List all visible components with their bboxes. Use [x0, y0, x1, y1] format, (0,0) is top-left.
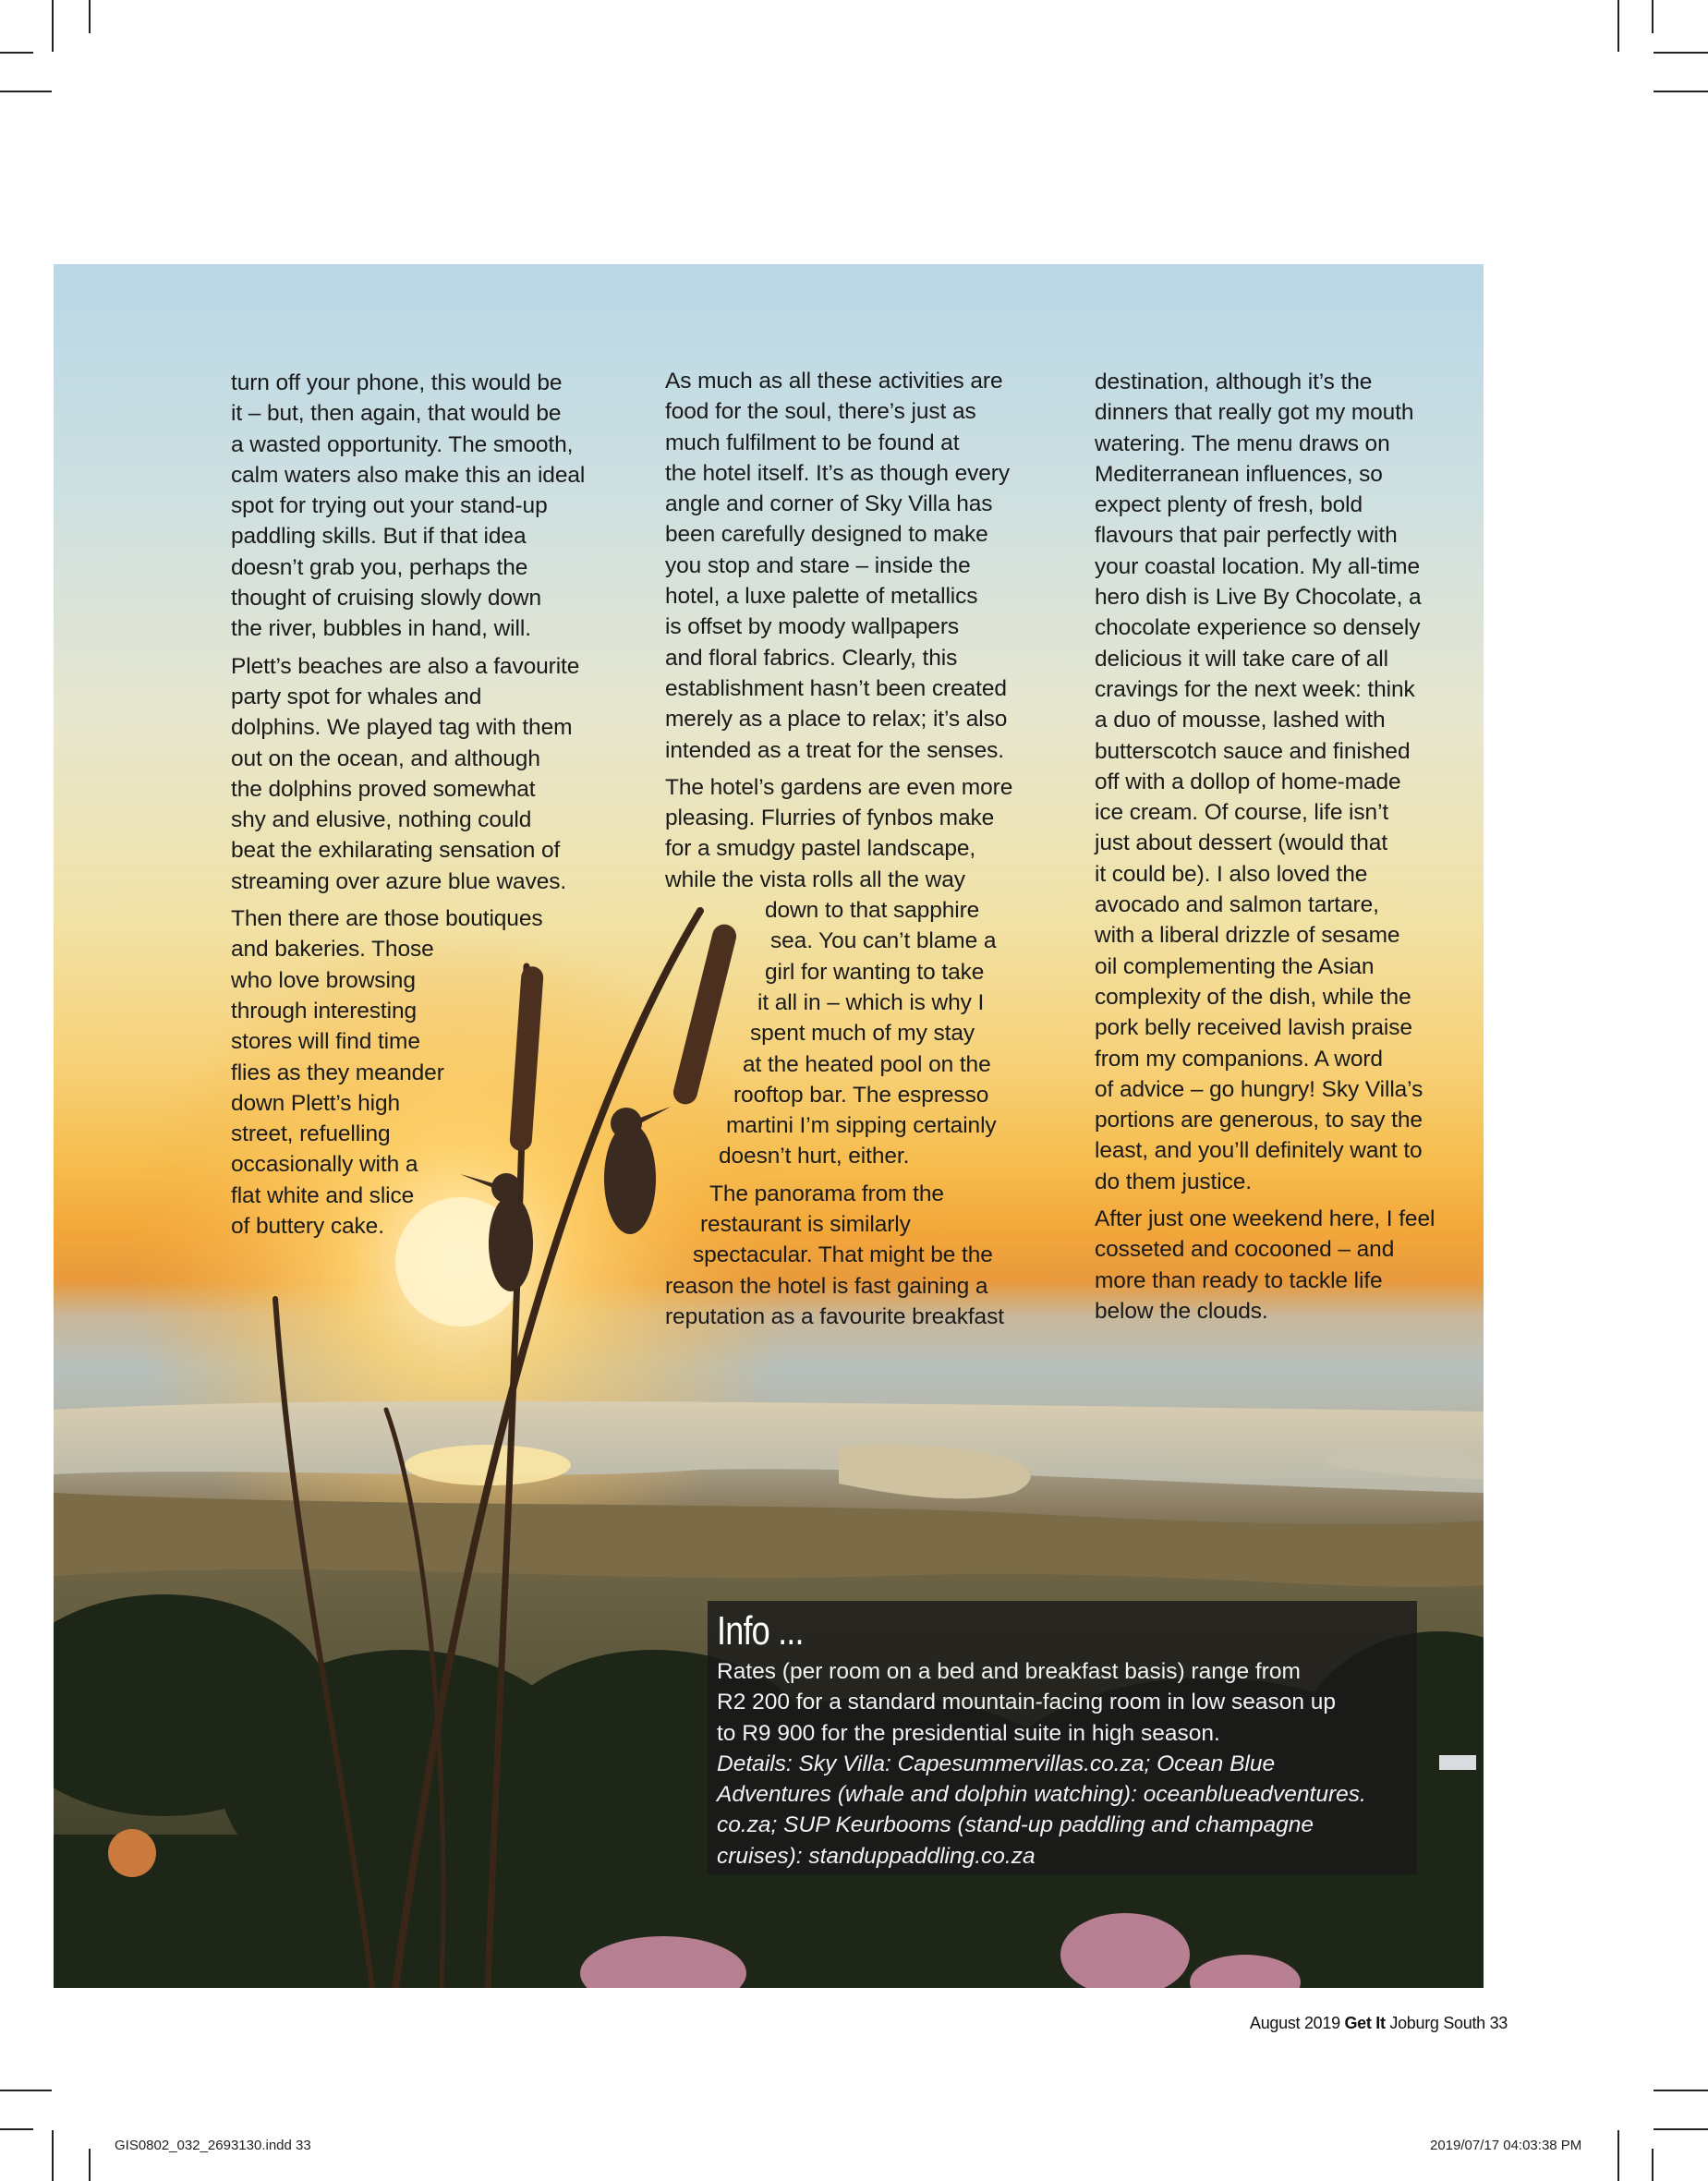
text-line: spot for trying out your stand-up [231, 493, 548, 519]
text-line: least, and you’ll definitely want to [1095, 1138, 1423, 1164]
crop-mark [1652, 2149, 1653, 2181]
text-line: Details: Sky Villa: Capesummervillas.co.za; Ocean Blue [717, 1751, 1276, 1776]
text-line: flies as they meander [231, 1060, 444, 1085]
paragraph [665, 366, 1012, 766]
text-line: below the clouds. [1095, 1298, 1268, 1324]
crop-mark [0, 2128, 33, 2130]
text-line: rooftop bar. The espresso [733, 1082, 989, 1108]
text-line: After just one weekend here, I feel [1095, 1206, 1435, 1232]
text-line: pleasing. Flurries of fynbos make [665, 806, 995, 831]
text-line: turn off your phone, this would be [231, 370, 563, 395]
text-line: while the vista rolls all the way [665, 866, 965, 892]
text-line: doesn’t grab you, perhaps the [231, 554, 528, 580]
crop-mark [1652, 0, 1653, 33]
crop-mark [52, 2130, 54, 2181]
text-line: dinners that really got my mouth [1095, 400, 1414, 426]
text-line: The hotel’s gardens are even more [665, 774, 1013, 800]
text-line: from my companions. A word [1095, 1046, 1383, 1072]
text-line: reputation as a favourite breakfast [665, 1303, 1004, 1329]
text-line: and floral fabrics. Clearly, this [665, 645, 958, 671]
text-line: chocolate experience so densely [1095, 615, 1421, 641]
text-line: of buttery cake. [231, 1214, 384, 1240]
info-box [708, 1601, 1417, 1874]
text-line: just about dessert (would that [1095, 830, 1388, 856]
crop-mark [0, 91, 52, 92]
text-line: The panorama from the [709, 1181, 944, 1206]
paragraph [231, 368, 585, 645]
text-line: much fulfilment to be found at [665, 430, 960, 455]
text-line: stores will find time [231, 1029, 420, 1055]
text-line: cruises): standuppaddling.co.za [717, 1843, 1036, 1869]
text-line: flavours that pair perfectly with [1095, 523, 1398, 549]
text-line: out on the ocean, and although [231, 745, 540, 771]
text-line: it all in – which is why I [757, 989, 985, 1015]
text-line: the river, bubbles in hand, will. [231, 616, 531, 642]
text-line: angle and corner of Sky Villa has [665, 491, 993, 517]
text-line: pork belly received lavish praise [1095, 1015, 1412, 1041]
text-line: a duo of mousse, lashed with [1095, 708, 1386, 733]
text-line: street, refuelling [231, 1121, 391, 1147]
text-line: destination, although it’s the [1095, 370, 1373, 394]
text-line: spectacular. That might be the [693, 1242, 993, 1268]
text-line: do them justice. [1095, 1169, 1252, 1194]
text-line: through interesting [231, 998, 418, 1024]
crop-mark [1617, 2130, 1619, 2181]
text-line: co.za; SUP Keurbooms (stand-up paddling and champagne [717, 1812, 1314, 1838]
text-line: hero dish is Live By Chocolate, a [1095, 585, 1422, 611]
text-line: at the heated pool on the [743, 1051, 991, 1077]
text-line: Then there are those boutiques [231, 906, 543, 932]
text-line: who love browsing [231, 967, 416, 993]
text-line: establishment hasn’t been created [665, 675, 1007, 701]
column-3 [1095, 367, 1435, 1333]
text-line: ice cream. Of course, life isn’t [1095, 800, 1389, 826]
slug-timestamp: 2019/07/17 04:03:38 PM [1430, 2138, 1582, 2153]
text-line: watering. The menu draws on [1095, 430, 1390, 456]
text-line: dolphins. We played tag with them [231, 715, 573, 741]
text-line: sea. You can’t blame a [770, 928, 997, 954]
text-line: thought of cruising slowly down [231, 586, 542, 612]
text-line: complexity of the dish, while the [1095, 984, 1411, 1010]
text-line: delicious it will take care of all [1095, 646, 1388, 672]
column-1 [231, 368, 585, 1248]
text-line: more than ready to tackle life [1095, 1267, 1383, 1293]
text-line: off with a dollop of home-made [1095, 769, 1401, 794]
crop-mark [89, 2149, 91, 2181]
text-line: occasionally with a [231, 1152, 418, 1178]
text-line: avocado and salmon tartare, [1095, 892, 1379, 918]
text-line: spent much of my stay [750, 1021, 975, 1047]
page-folio [1250, 2014, 1508, 2033]
text-line: you stop and stare – inside the [665, 552, 971, 578]
paragraph [665, 772, 1012, 1172]
crop-mark [1653, 52, 1708, 54]
house [1439, 1755, 1476, 1770]
text-line: party spot for whales and [231, 684, 482, 709]
text-line: expect plenty of fresh, bold [1095, 492, 1363, 518]
text-line: it – but, then again, that would be [231, 401, 562, 427]
info-details [717, 1749, 1410, 1872]
crop-mark [1653, 2090, 1708, 2091]
text-line: Plett’s beaches are also a favourite [231, 653, 580, 679]
text-line: restaurant is similarly [700, 1212, 911, 1238]
text-line: R2 200 for a standard mountain-facing room in low season up [717, 1690, 1337, 1715]
text-line: martini I’m sipping certainly [726, 1113, 997, 1139]
info-rates [717, 1656, 1410, 1749]
text-line: shy and elusive, nothing could [231, 807, 532, 833]
crop-mark [1617, 0, 1619, 52]
text-line: the hotel itself. It’s as though every [665, 460, 1010, 486]
crop-mark [0, 2090, 52, 2091]
text-line: a wasted opportunity. The smooth, [231, 431, 574, 457]
text-line: Adventures (whale and dolphin watching): oceanblueadventures. [717, 1782, 1366, 1808]
crop-mark [52, 0, 54, 52]
text-line: portions are generous, to say the [1095, 1108, 1423, 1133]
crop-mark [89, 0, 91, 33]
text-line: cosseted and cocooned – and [1095, 1237, 1395, 1263]
text-line: with a liberal drizzle of sesame [1095, 923, 1400, 949]
text-line: merely as a place to relax; it’s also [665, 707, 1008, 733]
column-2 [665, 366, 1012, 1339]
folio-magazine: Get It [1344, 2014, 1386, 2032]
paragraph [1095, 1204, 1435, 1327]
text-line: been carefully designed to make [665, 522, 988, 548]
folio-edition: Joburg South 33 [1385, 2014, 1508, 2032]
paragraph [231, 651, 585, 897]
slug-filename: GIS0802_032_2693130.indd 33 [115, 2138, 311, 2153]
text-line: your coastal location. My all-time [1095, 553, 1420, 579]
text-line: the dolphins proved somewhat [231, 776, 536, 802]
text-line: for a smudgy pastel landscape, [665, 836, 976, 862]
folio-date: August 2019 [1250, 2014, 1345, 2032]
text-line: flat white and slice [231, 1182, 415, 1208]
text-line: is offset by moody wallpapers [665, 614, 960, 640]
text-line: paddling skills. But if that idea [231, 524, 527, 550]
text-line: and bakeries. Those [231, 937, 434, 963]
text-line: streaming over azure blue waves. [231, 868, 567, 894]
text-line: cravings for the next week: think [1095, 676, 1415, 702]
text-line: food for the soul, there’s just as [665, 399, 976, 425]
protea-flower [108, 1829, 156, 1877]
crop-mark [1653, 91, 1708, 92]
info-title: Info ... [717, 1608, 804, 1654]
paragraph [665, 1179, 1012, 1332]
crop-mark [0, 52, 33, 54]
text-line: down Plett’s high [231, 1090, 401, 1116]
text-line: down to that sapphire [765, 898, 980, 924]
text-line: oil complementing the Asian [1095, 953, 1375, 979]
text-line: beat the exhilarating sensation of [231, 838, 561, 864]
paragraph [1095, 367, 1435, 1197]
paragraph [231, 903, 585, 1242]
text-line: As much as all these activities are [665, 369, 1003, 394]
crop-mark [1653, 2128, 1708, 2130]
text-line: reason the hotel is fast gaining a [665, 1273, 988, 1299]
text-line: to R9 900 for the presidential suite in high season. [717, 1720, 1220, 1746]
text-line: of advice – go hungry! Sky Villa’s [1095, 1076, 1423, 1102]
text-line: hotel, a luxe palette of metallics [665, 584, 978, 610]
text-line: Mediterranean influences, so [1095, 461, 1383, 487]
text-line: doesn’t hurt, either. [719, 1144, 910, 1169]
text-line: intended as a treat for the senses. [665, 737, 1004, 763]
text-line: Rates (per room on a bed and breakfast basis) range from [717, 1659, 1301, 1684]
text-line: it could be). I also loved the [1095, 861, 1368, 887]
text-line: butterscotch sauce and finished [1095, 738, 1411, 764]
text-line: calm waters also make this an ideal [231, 462, 586, 488]
text-line: girl for wanting to take [765, 959, 985, 985]
